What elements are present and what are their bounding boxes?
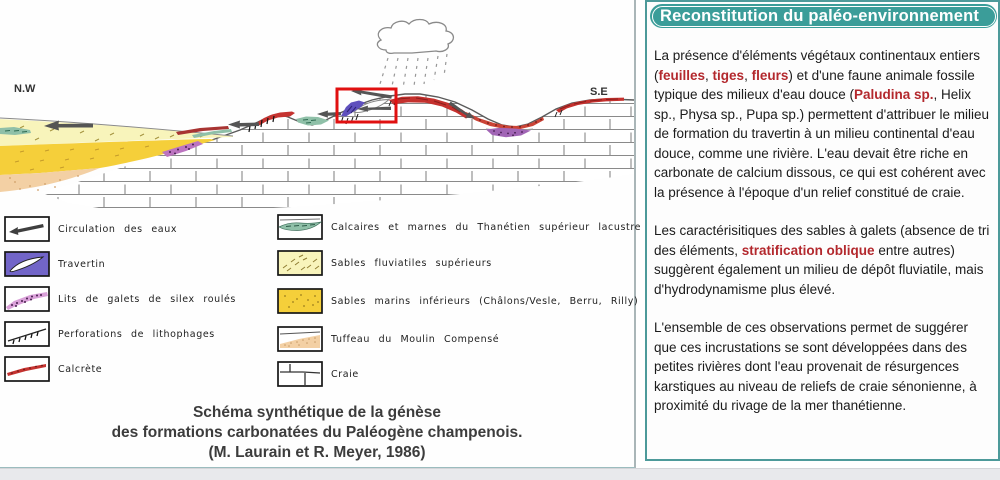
cross-section-diagram: [0, 0, 634, 210]
figure-caption: [0, 403, 634, 463]
nw-label: N.W: [14, 83, 36, 95]
legend-label: Calcrète: [58, 363, 103, 375]
text-panel: [645, 0, 1000, 461]
legend-item: [4, 321, 215, 347]
legend-label: Craie: [331, 368, 359, 380]
panel-title: Reconstitution du paléo-environnement: [660, 6, 980, 25]
legend-item: [277, 361, 359, 387]
legend-item: [4, 251, 105, 277]
panel-body: [654, 46, 994, 435]
swatch-craie: [277, 361, 323, 387]
footer-strip: [0, 468, 1000, 480]
legend-label: Lits de galets de silex roulés: [58, 293, 236, 305]
legend-label: Perforations de lithophages: [58, 328, 215, 340]
swatch-perforations: [4, 321, 50, 347]
swatch-circulation-eaux: [4, 216, 50, 242]
legend-item: [277, 250, 492, 276]
legend-label: Travertin: [58, 258, 106, 270]
swatch-calcrete: [4, 356, 50, 382]
swatch-tuffeau: [277, 326, 323, 352]
legend-item: [277, 326, 499, 352]
caption-line-1: Schéma synthétique de la génèse: [192, 404, 442, 421]
legend-label: Calcaires et marnes du Thanétien supérieur lacustre: [331, 221, 642, 233]
paragraph-1: La présence d'éléments végétaux continentaux entiers (feuilles, tiges, fleurs) et d'une faune animale fossile typique des milieux d'eau douce (Paludina sp., Helix sp., Physa sp., Pupa sp.) permettent d'attribuer le milieu de formation du travertin à un milieu continental d'eau douce, comme une rivière. L'eau devait être riche en carbonate de calcium dissous, ce qui est cohérent avec la présence à l'époque d'un relief constitué de craie.: [654, 48, 989, 200]
legend-label: Tuffeau du Moulin Compensé: [331, 333, 500, 345]
caption-line-2: des formations carbonatées du Paléogène champenois.: [111, 424, 523, 441]
legend-item: [4, 356, 102, 382]
caption-line-3: (M. Laurain et R. Meyer, 1986): [208, 444, 426, 461]
swatch-lits-galets: [4, 286, 50, 312]
legend-label: Sables fluviatiles supérieurs: [331, 257, 492, 269]
cloud-icon: [377, 20, 453, 54]
swatch-sables-fluviatiles: [277, 250, 323, 276]
legend-item: [4, 286, 236, 312]
swatch-calcaires-marnes: [277, 214, 323, 240]
legend-item: [4, 216, 177, 242]
legend-item: [277, 214, 641, 240]
swatch-travertin: [4, 251, 50, 277]
rain-icon: [380, 54, 447, 88]
legend-item: [277, 288, 638, 314]
legend-label: Sables marins inférieurs (Châlons/Vesle, Berru, Rilly): [331, 295, 639, 307]
paragraph-3: L'ensemble de ces observations permet de suggérer que ces incrustations se sont développées dans des petites rivières dont l'eau provenait de résurgences karstiques au niveau de reliefs de craie sénonienne, à proximité du rivage de la mer thanétienne.: [654, 320, 977, 413]
legend-label: Circulation des eaux: [58, 223, 178, 235]
se-label: S.E: [590, 86, 608, 98]
panel-title-pill: [650, 4, 997, 28]
paragraph-2: Les caractérisitiques des sables à galets (absence de tri des éléments, stratification oblique entre autres) suggèrent également un milieu de dépôt fluviatile, mais d'hydrodynamisme plus élevé.: [654, 223, 990, 297]
swatch-sables-marins: [277, 288, 323, 314]
